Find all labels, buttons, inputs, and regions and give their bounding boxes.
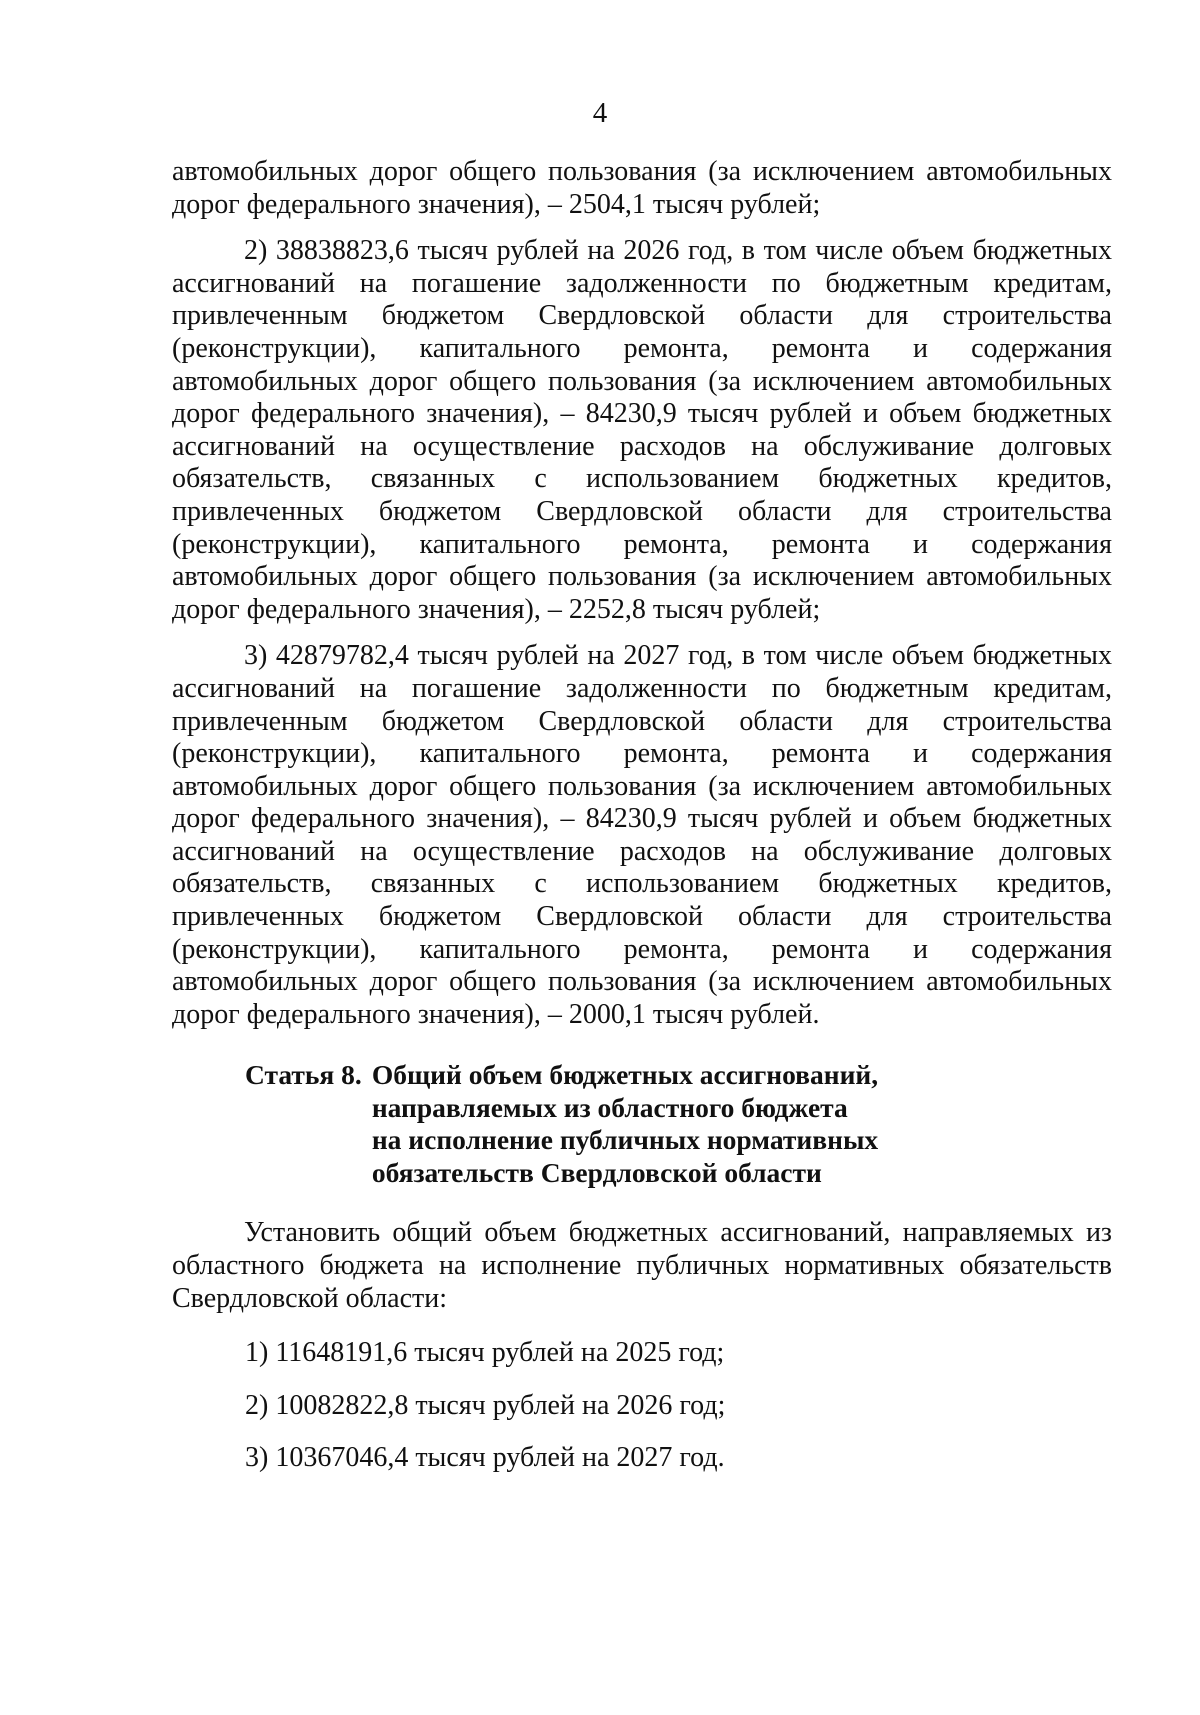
article-title bbox=[372, 1059, 1112, 1189]
paragraph-item-2026: 2) 38838823,6 тысяч рублей на 2026 год, в том числе объем бюджетных ассигнований на погашение задолженности по бюджетным кредитам, привлеченным бюджетом Свердловской области для строительства (реконструкции), капитального ремонта, ремонта и содержания автомобильных дорог общего пользования (за исключением автомобильных дорог федерального значения), – 84230,9 тысяч рублей и объем бюджетных ассигнований на осуществление расходов на обслуживание долговых обязательств, связанных с использованием бюджетных кредитов, привлеченных бюджетом Свердловской области для строительства (реконструкции), капитального ремонта, ремонта и содержания автомобильных дорог общего пользования (за исключением автомобильных дорог федерального значения), – 2252,8 тысяч рублей; bbox=[172, 235, 1112, 625]
article-title-line: обязательств Свердловской области bbox=[371, 1156, 822, 1188]
article-body: Установить общий объем бюджетных ассигнований, направляемых из областного бюджета на исполнение публичных нормативных обязательств Свердловской области: bbox=[172, 1217, 1112, 1314]
document-body bbox=[172, 156, 1112, 1475]
article-title-line: на исполнение публичных нормативных bbox=[371, 1124, 879, 1156]
article-title-line: Общий объем бюджетных ассигнований, bbox=[371, 1059, 879, 1091]
paragraph-item-2027: 3) 42879782,4 тысяч рублей на 2027 год, в том числе объем бюджетных ассигнований на погашение задолженности по бюджетным кредитам, привлеченным бюджетом Свердловской области для строительства (реконструкции), капитального ремонта, ремонта и содержания автомобильных дорог общего пользования (за исключением автомобильных дорог федерального значения), – 84230,9 тысяч рублей и объем бюджетных ассигнований на осуществление расходов на обслуживание долговых обязательств, связанных с использованием бюджетных кредитов, привлеченных бюджетом Свердловской области для строительства (реконструкции), капитального ремонта, ремонта и содержания автомобильных дорог общего пользования (за исключением автомобильных дорог федерального значения), – 2000,1 тысяч рублей. bbox=[172, 640, 1112, 1030]
article-number: Статья 8. bbox=[245, 1059, 362, 1091]
article-title-line: направляемых из областного бюджета bbox=[371, 1091, 848, 1123]
article-heading bbox=[245, 1059, 1112, 1189]
list-item: 1) 11648191,6 тысяч рублей на 2025 год; bbox=[245, 1337, 725, 1369]
page-number: 4 bbox=[592, 97, 608, 129]
paragraph-continuation: автомобильных дорог общего пользования (за исключением автомобильных дорог федерального значения), – 2504,1 тысяч рублей; bbox=[172, 156, 1112, 220]
list-item: 2) 10082822,8 тысяч рублей на 2026 год; bbox=[245, 1389, 726, 1421]
list-item: 3) 10367046,4 тысяч рублей на 2027 год. bbox=[245, 1442, 725, 1474]
